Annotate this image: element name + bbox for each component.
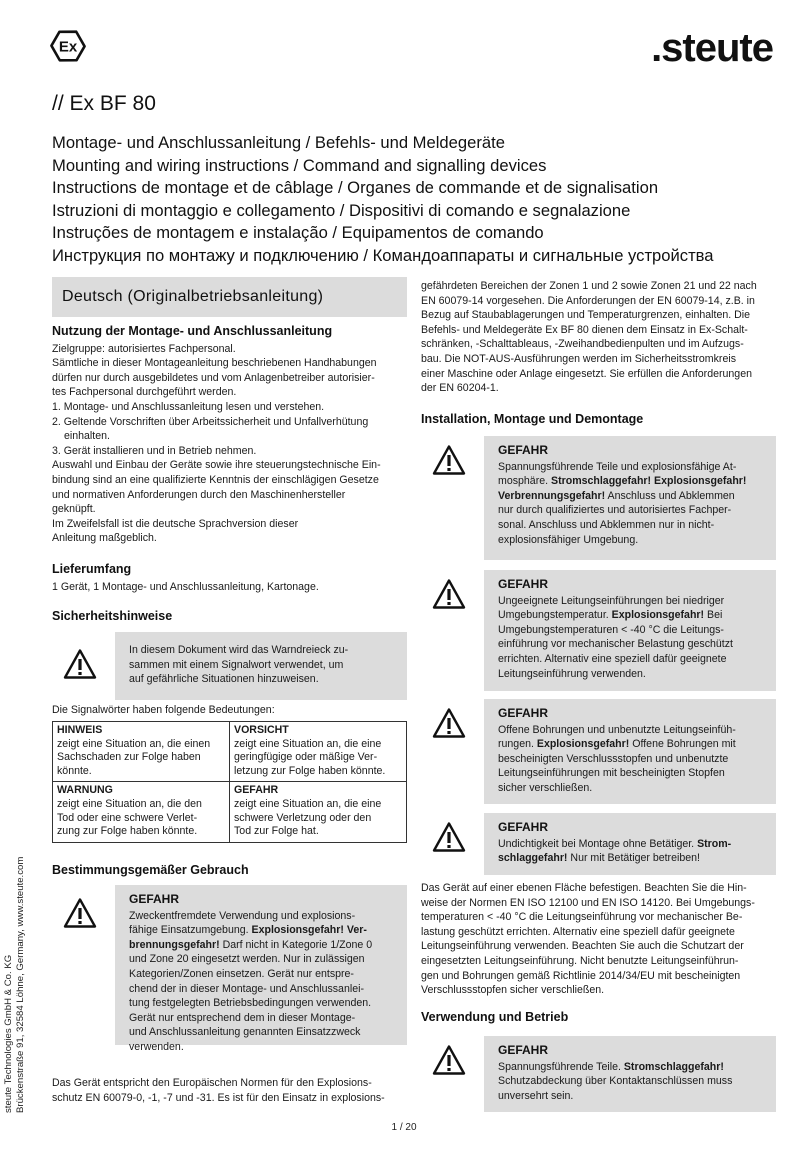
company-name: steute Technologies GmbH & Co. KG <box>3 954 14 1113</box>
danger-line: Leitungseinführungen mit bescheinigten Stopfen <box>498 767 725 780</box>
danger-line: Verbrennungsgefahr! Anschluss und Abklemmen <box>498 489 735 502</box>
signal-desc-line: Tod zur Folge hat. <box>234 825 319 838</box>
safety-info-box <box>52 632 407 700</box>
danger-content <box>484 570 776 691</box>
svg-text:Ex: Ex <box>58 38 78 56</box>
danger-line: Spannungsführende Teile und explosionsfähige At- <box>498 460 737 473</box>
installation-heading: Installation, Montage und Demontage <box>421 412 644 426</box>
danger-line: Undichtigkeit bei Montage ohne Betätiger. Strom- <box>498 837 732 850</box>
warning-triangle-icon <box>432 707 466 739</box>
danger-line: Leitungseinführung verwenden. <box>498 667 646 680</box>
warning-triangle-icon <box>432 821 466 853</box>
danger-label: GEFAHR <box>498 577 549 591</box>
body-line: lastung geschützt errichten. Alternativ eine speziell dafür geeignete <box>421 925 735 938</box>
installation-danger-box-2 <box>421 570 776 691</box>
danger-line: chend der in dieser Montage- und Anschlussanlei- <box>129 982 364 995</box>
signal-word: WARNUNG <box>57 784 113 797</box>
brand-logo: .steute <box>651 26 773 70</box>
body-line: gefährdeten Bereichen der Zonen 1 und 2 sowie Zonen 21 und 22 nach <box>421 280 757 292</box>
danger-line: Ungeeignete Leitungseinführungen bei niedriger <box>498 594 725 607</box>
table-row <box>53 782 407 842</box>
danger-content <box>484 1036 776 1112</box>
body-line: einer Maschine oder Anlage eingesetzt. Sie erfüllen die Anforderungen <box>421 367 752 380</box>
signal-intro: Die Signalwörter haben folgende Bedeutungen: <box>52 704 275 716</box>
company-address: Brückenstraße 91, 32584 Löhne, Germany, www.steute.com <box>15 856 26 1113</box>
danger-line: Schutzabdeckung über Kontaktanschlüssen muss <box>498 1075 733 1088</box>
operation-danger-box <box>421 1036 776 1112</box>
danger-label: GEFAHR <box>498 820 549 834</box>
danger-content <box>484 699 776 804</box>
usage-line: bindung sind an eine qualifizierte Kenntnis der einschlägigen Gesetze <box>52 473 379 486</box>
ex-hexagon-icon <box>50 28 86 64</box>
signal-word: GEFAHR <box>234 784 279 797</box>
danger-label: GEFAHR <box>498 706 549 720</box>
safety-info-content <box>115 632 407 700</box>
scope-text: 1 Gerät, 1 Montage- und Anschlussanleitung, Kartonage. <box>52 580 319 593</box>
body-line: Das Gerät auf einer ebenen Fläche befestigen. Beachten Sie die Hin- <box>421 882 747 894</box>
body-line: eingesetzten Leitungseinführung. Nicht benutzte Leitungseinführun- <box>421 954 739 967</box>
danger-label: GEFAHR <box>498 443 549 457</box>
warning-triangle-icon <box>432 444 466 476</box>
signal-word: VORSICHT <box>234 724 289 736</box>
body-line: temperaturen < -40 °C die Leitungseinführung vor mechanischer Be- <box>421 911 743 924</box>
warning-triangle-icon <box>432 578 466 610</box>
page-number: 1 / 20 <box>391 1122 417 1133</box>
danger-line: explosionsfähiger Umgebung. <box>498 533 639 546</box>
danger-content <box>484 436 776 560</box>
signal-desc-line: zeigt eine Situation an, die eine <box>234 737 382 750</box>
body-line: Befehls- und Meldegeräte Ex BF 80 dienen dem Einsatz in Ex-Schalt- <box>421 323 748 336</box>
signal-desc-line: Tod oder eine schwere Verlet- <box>57 811 198 824</box>
usage-step-1: 1. Montage- und Anschlussanleitung lesen und verstehen. <box>52 400 325 413</box>
safety-info-line: sammen mit einem Signalwort verwendet, um <box>129 658 344 671</box>
table-cell-hinweis <box>53 722 230 782</box>
usage-line: Zielgruppe: autorisiertes Fachpersonal. <box>52 342 236 355</box>
right-intro-text <box>421 279 776 396</box>
danger-line: Umgebungstemperaturen < -40 °C die Leitungs- <box>498 623 724 636</box>
subtitle-list <box>52 132 782 267</box>
company-address-sidebar <box>3 813 27 1113</box>
danger-line: Offene Bohrungen und unbenutzte Leitungseinfüh- <box>498 723 736 736</box>
body-line: bau. Die NOT-AUS-Ausführungen werden im Sicherheitsstromkreis <box>421 352 736 365</box>
danger-line: unversehrt sein. <box>498 1089 574 1102</box>
danger-line: brennungsgefahr! Darf nicht in Kategorie 1/Zone 0 <box>129 938 373 951</box>
danger-line: verwenden. <box>129 1040 184 1053</box>
intended-section <box>52 863 407 878</box>
usage-line: Anleitung maßgeblich. <box>52 532 157 545</box>
intended-after-text <box>52 1076 407 1105</box>
installation-danger-box-3 <box>421 699 776 804</box>
danger-line: sicher verschließen. <box>498 781 593 794</box>
body-line: Leitungseinführung verwenden. Beachten Sie auch die Schutzart der <box>421 940 744 953</box>
signal-word-table <box>52 721 407 843</box>
subtitle-ru: Инструкция по монтажу и подключению / Командоаппараты и сигнальные устройства <box>52 245 714 265</box>
intended-danger-content <box>115 885 407 1053</box>
operation-heading: Verwendung und Betrieb <box>421 1010 569 1024</box>
body-line: weise der Normen EN ISO 12100 und EN ISO 14120. Bei Umgebungs- <box>421 896 755 909</box>
usage-text <box>52 342 407 546</box>
subtitle-it: Istruzioni di montaggio e collegamento / Dispositivi di comando e segnalazione <box>52 200 631 220</box>
usage-line: Sämtliche in dieser Montageanleitung beschriebenen Handhabungen <box>52 357 377 370</box>
signal-desc-line: zung zur Folge haben könnte. <box>57 825 198 838</box>
safety-info-line: In diesem Dokument wird das Warndreieck zu- <box>129 644 349 656</box>
usage-line: Auswahl und Einbau der Geräte sowie ihre steuerungstechnische Ein- <box>52 459 381 472</box>
safety-section <box>52 609 407 624</box>
body-line: der EN 60204-1. <box>421 382 499 395</box>
table-cell-warnung <box>53 782 230 842</box>
intended-danger-box <box>52 885 407 1053</box>
danger-label: GEFAHR <box>129 892 180 906</box>
danger-line: Zweckentfremdete Verwendung und explosions- <box>129 909 356 922</box>
usage-section <box>52 324 407 546</box>
usage-line: dürfen nur durch ausgebildetes und vom Anlagenbetreiber autorisier- <box>52 371 375 384</box>
danger-line: rungen. Explosionsgefahr! Offene Bohrungen mit <box>498 738 736 751</box>
danger-label: GEFAHR <box>498 1043 549 1057</box>
body-line: schutz EN 60079-0, -1, -7 und -31. Es ist für den Einsatz in explosions- <box>52 1091 385 1104</box>
table-row <box>53 722 407 782</box>
signal-desc-line: zeigt eine Situation an, die den <box>57 797 202 810</box>
table-cell-gefahr <box>230 782 407 842</box>
signal-desc-line: zeigt eine Situation an, die einen <box>57 737 211 750</box>
danger-line: Umgebungstemperatur. Explosionsgefahr! Bei <box>498 609 723 622</box>
danger-line: und Anschlussanleitung genannten Einsatzzweck <box>129 1026 361 1039</box>
danger-line: mosphäre. Stromschlaggefahr! Explosionsgefahr! <box>498 475 747 488</box>
operation-section <box>421 1010 776 1025</box>
body-line: EN 60079-14 vorgesehen. Die Anforderungen der EN 60079-14, z.B. in <box>421 294 755 307</box>
scope-section <box>52 562 407 594</box>
body-line: Bezug auf Staubablagerungen und Temperaturgrenzen, einhalten. Die <box>421 309 751 322</box>
usage-line: und normativen Anforderungen durch den Maschinenhersteller <box>52 488 346 501</box>
danger-line: Gerät nur entsprechend dem in dieser Montage- <box>129 1011 356 1024</box>
usage-step-3: 3. Gerät installieren und in Betrieb nehmen. <box>52 444 257 457</box>
danger-line: und Zone 20 eingesetzt werden. Nur in zulässigen <box>129 953 365 966</box>
page-title: // Ex BF 80 <box>52 92 156 115</box>
installation-after-text <box>421 881 776 998</box>
usage-line: tes Fachpersonal durchgeführt werden. <box>52 386 237 399</box>
body-line: gen und Bohrungen gemäß Richtlinie 2014/34/EU mit bescheinigten <box>421 969 741 982</box>
installation-section <box>421 412 776 427</box>
body-line: schränken, -Schalttableaus, -Zweihandbedienpulten und im Aufzugs- <box>421 338 744 351</box>
signal-desc-line: zeigt eine Situation an, die eine <box>234 797 382 810</box>
warning-triangle-icon <box>63 648 97 680</box>
signal-desc-line: könnte. <box>57 764 92 777</box>
subtitle-en: Mounting and wiring instructions / Command and signalling devices <box>52 155 547 175</box>
installation-danger-box-4 <box>421 813 776 875</box>
warning-triangle-icon <box>432 1044 466 1076</box>
safety-heading: Sicherheitshinweise <box>52 609 173 623</box>
danger-line: bescheinigten Verschlussstopfen und unbenutzte <box>498 752 729 765</box>
subtitle-de: Montage- und Anschlussanleitung / Befehls- und Meldegeräte <box>52 133 505 152</box>
usage-step-2: 2. Geltende Vorschriften über Arbeitssicherheit und Unfallverhütung <box>52 415 369 428</box>
intended-heading: Bestimmungsgemäßer Gebrauch <box>52 863 249 877</box>
subtitle-pt: Instruções de montagem e instalação / Equipamentos de comando <box>52 223 544 242</box>
subtitle-fr: Instructions de montage et de câblage / Organes de commande et de signalisation <box>52 178 659 197</box>
signal-desc-line: letzung zur Folge haben könnte. <box>234 764 386 777</box>
signal-desc-line: schwere Verletzung oder den <box>234 811 372 824</box>
usage-line: Im Zweifelsfall ist die deutsche Sprachversion dieser <box>52 517 299 530</box>
danger-line: einführung vor mechanischer Belastung geschützt <box>498 638 733 651</box>
danger-line: tung festgelegten Betriebsbedingungen verwenden. <box>129 997 372 1010</box>
danger-line: schlaggefahr! Nur mit Betätiger betreiben! <box>498 852 700 865</box>
danger-content <box>484 813 776 875</box>
danger-line: nur durch qualifiziertes und autorisiertes Fachper- <box>498 504 732 517</box>
safety-info-line: auf gefährliche Situationen hinzuweisen. <box>129 673 319 686</box>
usage-heading: Nutzung der Montage- und Anschlussanleitung <box>52 324 333 338</box>
danger-line: sonal. Anschluss und Abklemmen nur in nicht- <box>498 518 715 531</box>
installation-danger-box-1 <box>421 436 776 560</box>
usage-step-2-cont: einhalten. <box>64 430 110 443</box>
danger-line: Kategorien/Zonen einsetzen. Gerät nur entspre- <box>129 967 354 980</box>
body-line: Das Gerät entspricht den Europäischen Normen für den Explosions- <box>52 1077 372 1089</box>
warning-triangle-icon <box>63 897 97 929</box>
signal-word: HINWEIS <box>57 724 103 736</box>
scope-heading: Lieferumfang <box>52 562 132 576</box>
signal-desc-line: geringfügige oder mäßige Ver- <box>234 751 378 764</box>
danger-line: errichten. Alternativ eine speziell dafür geeignete <box>498 652 727 665</box>
body-line: Verschlussstopfen sicher verschließen. <box>421 984 605 997</box>
language-banner: Deutsch (Originalbetriebsanleitung) <box>52 277 407 317</box>
danger-line: fähige Einsatzumgebung. Explosionsgefahr! Ver- <box>129 924 367 937</box>
usage-line: geknüpft. <box>52 503 96 516</box>
signal-desc-line: Sachschaden zur Folge haben <box>57 751 201 764</box>
table-cell-vorsicht <box>230 722 407 782</box>
danger-line: Spannungsführende Teile. Stromschlaggefahr! <box>498 1060 724 1073</box>
